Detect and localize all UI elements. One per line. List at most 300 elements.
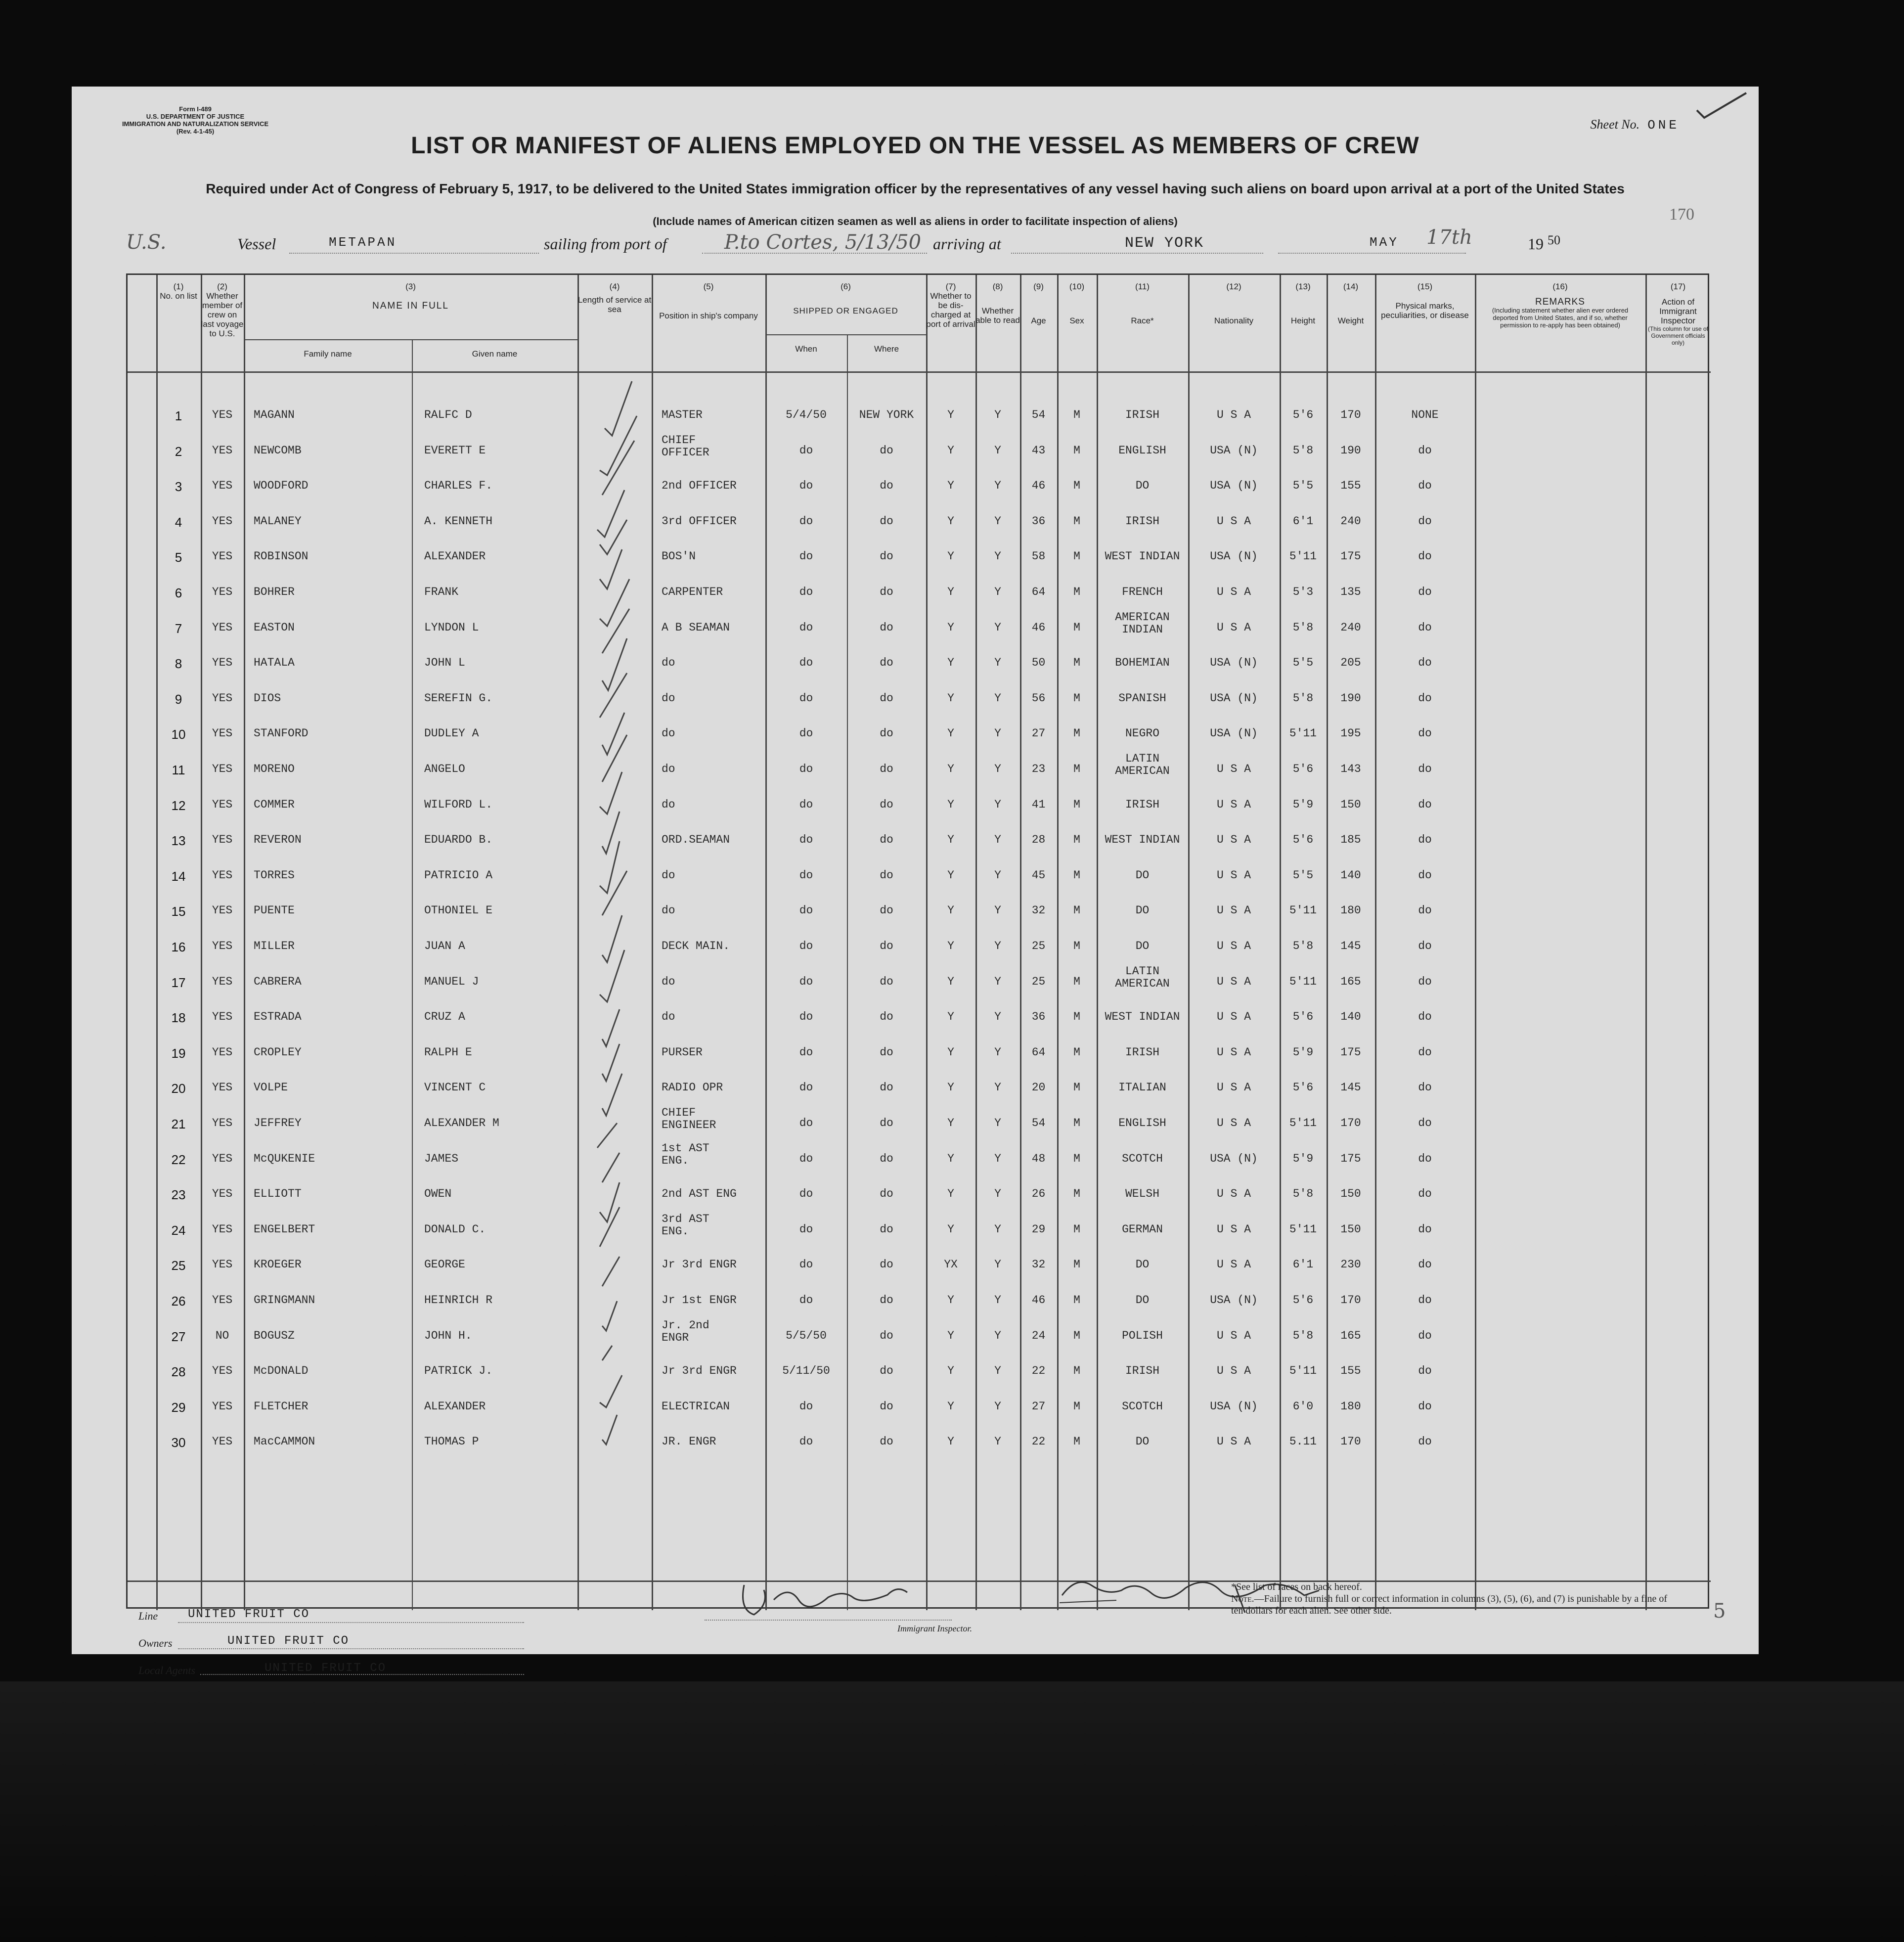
cell-where: do [880, 727, 893, 740]
cell-when: do [799, 691, 813, 705]
cell-given: ANGELO [424, 763, 465, 775]
cell-age: 64 [1031, 586, 1046, 598]
cell-ht: 5'6 [1292, 833, 1314, 847]
col-14-header: (14) Weight [1337, 282, 1364, 325]
cell-read: Y [994, 868, 1001, 882]
vessel-label: Vessel [237, 235, 276, 253]
cell-age: 56 [1031, 691, 1046, 705]
cell-marks: do [1418, 550, 1432, 563]
cell-disch: Y [947, 868, 954, 882]
cell-family: MacCAMMON [254, 1435, 315, 1448]
cell-ht: 5'11 [1289, 550, 1317, 563]
cell-age: 29 [1031, 1222, 1046, 1236]
cell-sex: M [1073, 1187, 1080, 1201]
cell-wt: 170 [1340, 408, 1361, 421]
cell-marks: do [1418, 1117, 1432, 1129]
cell-given: CHARLES F. [424, 479, 493, 493]
cell-family: NEWCOMB [254, 444, 302, 457]
cell-given: SEREFIN G. [424, 691, 493, 705]
cell-family: MORENO [254, 763, 295, 775]
page-subtitle: Required under Act of Congress of February 5, 1917, to be delivered to the United States immigration officer by the representatives of any vessel having such aliens on board upon arrival at a port of the United States [206, 181, 1625, 196]
cell-pos: CHIEF OFFICER [662, 433, 709, 459]
cell-where: do [880, 1329, 893, 1342]
cell-where: do [880, 514, 893, 528]
cell-sex: M [1073, 1045, 1080, 1059]
cell-given: THOMAS P [424, 1435, 479, 1448]
cell-no: 26 [171, 1294, 186, 1309]
line-value: UNITED FRUIT CO [188, 1608, 310, 1621]
cell-read: Y [994, 833, 1001, 847]
cell-pos: JR. ENGR [662, 1435, 716, 1448]
col-9-header: (9) Age [1031, 282, 1046, 325]
cell-where: do [880, 444, 893, 457]
cell-when: do [799, 656, 813, 670]
cell-prev: YES [212, 656, 233, 670]
cell-age: 32 [1031, 1258, 1046, 1271]
cell-wt: 175 [1340, 550, 1361, 563]
cell-family: HATALA [254, 656, 295, 670]
cell-read: Y [994, 1187, 1001, 1201]
cell-marks: do [1418, 727, 1432, 740]
cell-prev: YES [212, 1294, 233, 1307]
cell-where: do [880, 868, 893, 882]
cell-prev: YES [212, 1187, 233, 1201]
cell-no: 8 [175, 656, 182, 672]
cell-pos: do [662, 798, 675, 811]
cell-marks: NONE [1411, 408, 1439, 421]
cell-read: Y [994, 1117, 1001, 1129]
cell-read: Y [994, 940, 1001, 952]
cell-race: BOHEMIAN [1115, 656, 1170, 670]
cell-given: EVERETT E [424, 444, 486, 457]
cell-prev: YES [212, 1045, 233, 1059]
cell-where: do [880, 656, 893, 670]
cell-wt: 175 [1340, 1045, 1361, 1059]
cell-no: 18 [171, 1010, 186, 1026]
cell-marks: do [1418, 1010, 1432, 1024]
cell-where: do [880, 1400, 893, 1413]
cell-read: Y [994, 514, 1001, 528]
cell-read: Y [994, 1045, 1001, 1059]
agents-label: Local Agents [138, 1664, 196, 1676]
cell-family: STANFORD [254, 727, 309, 740]
cell-wt: 155 [1340, 1364, 1361, 1378]
cell-no: 30 [171, 1435, 186, 1450]
cell-read: Y [994, 550, 1001, 563]
cell-no: 23 [171, 1187, 186, 1203]
cell-where: do [880, 798, 893, 811]
cell-when: do [799, 1187, 813, 1201]
cell-family: MALANEY [254, 514, 302, 528]
cell-when: do [799, 621, 813, 634]
cell-marks: do [1418, 1187, 1432, 1201]
cell-wt: 170 [1340, 1435, 1361, 1448]
cell-wt: 150 [1340, 798, 1361, 811]
cell-no: 16 [171, 940, 186, 954]
cell-nat: U S A [1216, 1435, 1251, 1448]
cell-ht: 5'8 [1292, 940, 1314, 952]
cell-sex: M [1073, 1329, 1080, 1342]
cell-marks: do [1418, 763, 1432, 775]
cell-disch: Y [947, 1364, 954, 1378]
cell-disch: Y [947, 1117, 954, 1129]
cell-no: 28 [171, 1364, 186, 1380]
cell-age: 22 [1031, 1435, 1046, 1448]
cell-no: 9 [175, 691, 182, 707]
cell-wt: 145 [1340, 1081, 1361, 1094]
cell-age: 46 [1031, 621, 1046, 634]
cell-marks: do [1418, 1045, 1432, 1059]
cell-wt: 140 [1340, 1010, 1361, 1024]
cell-sex: M [1073, 975, 1080, 988]
arriving-label: arriving at [933, 235, 1001, 253]
cell-ht: 5'8 [1292, 1329, 1314, 1342]
cell-disch: Y [947, 904, 954, 917]
cell-pos: do [662, 656, 675, 670]
cell-prev: YES [212, 1152, 233, 1165]
cell-prev: YES [212, 1117, 233, 1129]
cell-given: OWEN [424, 1187, 452, 1201]
cell-race: POLISH [1122, 1329, 1163, 1342]
cell-marks: do [1418, 1152, 1432, 1165]
cell-where: do [880, 621, 893, 634]
cell-wt: 180 [1340, 904, 1361, 917]
length-of-service-check-marks [577, 371, 652, 1578]
cell-when: do [799, 1294, 813, 1307]
cell-given: A. KENNETH [424, 514, 493, 528]
cell-disch: Y [947, 1010, 954, 1024]
form-number: Form I-489 [179, 105, 212, 113]
owners-label: Owners [138, 1637, 173, 1649]
cell-marks: do [1418, 1364, 1432, 1378]
cell-sex: M [1073, 1400, 1080, 1413]
cell-prev: YES [212, 1010, 233, 1024]
col-6-where-header: Where [874, 344, 899, 354]
cell-where: do [880, 1364, 893, 1378]
cell-prev: YES [212, 1400, 233, 1413]
cell-ht: 5.11 [1289, 1435, 1317, 1448]
cell-nat: U S A [1216, 1364, 1251, 1378]
cell-ht: 5'11 [1289, 1222, 1317, 1236]
cell-marks: do [1418, 514, 1432, 528]
cell-family: ENGELBERT [254, 1222, 315, 1236]
cell-disch: Y [947, 691, 954, 705]
cell-given: PATRICK J. [424, 1364, 493, 1378]
cell-marks: do [1418, 1081, 1432, 1094]
cell-wt: 205 [1340, 656, 1361, 670]
cell-family: VOLPE [254, 1081, 288, 1094]
col-6-header: (6) SHIPPED OR ENGAGED [793, 282, 898, 316]
cell-when: do [799, 1081, 813, 1094]
cell-nat: U S A [1216, 798, 1251, 811]
cell-where: do [880, 1258, 893, 1271]
cell-read: Y [994, 479, 1001, 493]
cell-age: 46 [1031, 1294, 1046, 1307]
cell-disch: Y [947, 621, 954, 634]
cell-where: do [880, 1117, 893, 1129]
sheet-number-label: Sheet No. [1590, 117, 1640, 132]
cell-nat: U S A [1216, 1081, 1251, 1094]
cell-prev: YES [212, 868, 233, 882]
cell-given: CRUZ A [424, 1010, 465, 1024]
cell-sex: M [1073, 1117, 1080, 1129]
cell-read: Y [994, 691, 1001, 705]
inspector-signature [724, 1570, 972, 1625]
cell-prev: YES [212, 444, 233, 457]
cell-no: 11 [172, 763, 185, 777]
arriving-port: NEW YORK [1125, 235, 1204, 252]
cell-prev: YES [212, 408, 233, 421]
cell-given: PATRICIO A [424, 868, 493, 882]
cell-when: do [799, 798, 813, 811]
cell-where: do [880, 1152, 893, 1165]
cell-family: COMMER [254, 798, 295, 811]
cell-pos: 3rd AST ENG. [662, 1212, 709, 1238]
cell-no: 7 [175, 621, 182, 636]
cell-race: DO [1135, 1258, 1150, 1271]
cell-read: Y [994, 1152, 1001, 1165]
department: U.S. DEPARTMENT OF JUSTICE [146, 113, 245, 120]
cell-pos: CARPENTER [662, 586, 723, 598]
cell-pos: 3rd OFFICER [662, 514, 737, 528]
cell-marks: do [1418, 586, 1432, 598]
cell-family: EASTON [254, 621, 295, 634]
cell-ht: 5'5 [1292, 868, 1314, 882]
cell-marks: do [1418, 1400, 1432, 1413]
cell-when: do [799, 1045, 813, 1059]
cell-pos: do [662, 727, 675, 740]
cell-nat: USA (N) [1210, 444, 1258, 457]
cell-prev: YES [212, 940, 233, 952]
cell-when: 5/4/50 [786, 408, 827, 421]
cell-ht: 5'8 [1292, 444, 1314, 457]
vessel-prefix-handwritten: U.S. [126, 231, 167, 254]
cell-sex: M [1073, 833, 1080, 847]
cell-ht: 5'6 [1292, 763, 1314, 775]
cell-when: do [799, 479, 813, 493]
cell-family: FLETCHER [254, 1400, 309, 1413]
cell-no: 17 [171, 975, 186, 990]
cell-age: 46 [1031, 479, 1046, 493]
cell-where: do [880, 586, 893, 598]
cell-when: do [799, 1152, 813, 1165]
sailing-port-handwritten: P.to Cortes, 5/13/50 [724, 231, 922, 254]
owners-value: UNITED FRUIT CO [227, 1634, 350, 1648]
cell-when: 5/5/50 [786, 1329, 827, 1342]
cell-when: do [799, 550, 813, 563]
cell-pos: Jr 1st ENGR [662, 1294, 737, 1307]
cell-age: 20 [1031, 1081, 1046, 1094]
cell-no: 24 [171, 1222, 186, 1238]
cell-wt: 195 [1340, 727, 1361, 740]
cell-prev: YES [212, 1081, 233, 1094]
cell-when: do [799, 833, 813, 847]
cell-family: McQUKENIE [254, 1152, 315, 1165]
cell-age: 41 [1031, 798, 1046, 811]
cell-ht: 5'8 [1292, 691, 1314, 705]
cell-no: 25 [171, 1258, 186, 1273]
cell-when: do [799, 1117, 813, 1129]
cell-pos: do [662, 975, 675, 988]
cell-where: do [880, 1435, 893, 1448]
cell-disch: YX [944, 1258, 958, 1271]
cell-race: DO [1135, 1294, 1150, 1307]
service: IMMIGRATION AND NATURALIZATION SERVICE [122, 120, 269, 128]
cell-prev: YES [212, 621, 233, 634]
cell-nat: U S A [1216, 514, 1251, 528]
cell-marks: do [1418, 1258, 1432, 1271]
cell-age: 36 [1031, 1010, 1046, 1024]
col-12-header: (12) Nationality [1214, 282, 1254, 325]
cell-family: BOHRER [254, 586, 295, 598]
cell-pos: RADIO OPR [662, 1081, 723, 1094]
cell-ht: 5'11 [1289, 1117, 1317, 1129]
cell-disch: Y [947, 798, 954, 811]
cell-family: MAGANN [254, 408, 295, 421]
cell-when: do [799, 1010, 813, 1024]
cell-nat: U S A [1216, 586, 1251, 598]
cell-pos: DECK MAIN. [662, 940, 730, 952]
cell-where: do [880, 1010, 893, 1024]
cell-pos: ORD.SEAMAN [662, 833, 730, 847]
cell-family: CABRERA [254, 975, 302, 988]
cell-race: GERMAN [1122, 1222, 1163, 1236]
cell-age: 50 [1031, 656, 1046, 670]
cell-wt: 150 [1340, 1222, 1361, 1236]
cell-ht: 5'6 [1292, 1010, 1314, 1024]
cell-race: DO [1135, 904, 1150, 917]
cell-given: GEORGE [424, 1258, 465, 1271]
cell-when: 5/11/50 [782, 1364, 830, 1378]
cell-wt: 145 [1340, 940, 1361, 952]
cell-race: SCOTCH [1122, 1152, 1163, 1165]
cell-when: do [799, 904, 813, 917]
cell-race: FRENCH [1122, 586, 1163, 598]
cell-when: do [799, 868, 813, 882]
cell-family: DIOS [254, 691, 281, 705]
cell-prev: YES [212, 798, 233, 811]
cell-sex: M [1073, 1435, 1080, 1448]
cell-disch: Y [947, 1294, 954, 1307]
cell-wt: 240 [1340, 514, 1361, 528]
cell-nat: USA (N) [1210, 1152, 1258, 1165]
col-3-family-header: Family name [304, 349, 352, 359]
agents-value: UNITED FRUIT CO [265, 1662, 387, 1675]
col-7-header: (7) Whether to be dis-charged at port of arrival [926, 282, 975, 329]
cell-sex: M [1073, 763, 1080, 775]
cell-age: 48 [1031, 1152, 1046, 1165]
cell-where: do [880, 833, 893, 847]
cell-where: do [880, 975, 893, 988]
cell-ht: 5'11 [1289, 727, 1317, 740]
cell-marks: do [1418, 975, 1432, 988]
cell-pos: ELECTRICAN [662, 1400, 730, 1413]
cell-age: 25 [1031, 975, 1046, 988]
cell-no: 3 [175, 479, 182, 495]
cell-when: do [799, 444, 813, 457]
cell-pos: Jr 3rd ENGR [662, 1258, 737, 1271]
col-15-header: (15) Physical marks, peculiarities, or disease [1381, 282, 1469, 320]
crew-table [126, 273, 1709, 1609]
cell-when: do [799, 763, 813, 775]
cell-pos: MASTER [662, 408, 703, 421]
cell-disch: Y [947, 833, 954, 847]
cell-where: do [880, 550, 893, 563]
cell-read: Y [994, 1435, 1001, 1448]
cell-sex: M [1073, 656, 1080, 670]
col-8-header: (8) Whether able to read [975, 282, 1020, 325]
cell-nat: USA (N) [1210, 727, 1258, 740]
cell-sex: M [1073, 1222, 1080, 1236]
cell-ht: 5'5 [1292, 479, 1314, 493]
cell-nat: U S A [1216, 975, 1251, 988]
cell-wt: 155 [1340, 479, 1361, 493]
cell-given: OTHONIEL E [424, 904, 493, 917]
cell-family: KROEGER [254, 1258, 302, 1271]
cell-disch: Y [947, 408, 954, 421]
cell-when: do [799, 1222, 813, 1236]
cell-pos: do [662, 868, 675, 882]
footer-note [1231, 1581, 1676, 1617]
cell-wt: 230 [1340, 1258, 1361, 1271]
cell-given: ALEXANDER [424, 550, 486, 563]
cell-disch: Y [947, 1187, 954, 1201]
line-label: Line [138, 1610, 158, 1622]
cell-where: do [880, 1294, 893, 1307]
col-1-header: (1) No. on list [160, 282, 197, 301]
cell-nat: U S A [1216, 833, 1251, 847]
cell-age: 22 [1031, 1364, 1046, 1378]
cell-given: ALEXANDER [424, 1400, 486, 1413]
cell-given: EDUARDO B. [424, 833, 493, 847]
cell-ht: 5'9 [1292, 798, 1314, 811]
cell-disch: Y [947, 763, 954, 775]
cell-no: 21 [171, 1117, 186, 1131]
cell-disch: Y [947, 514, 954, 528]
cell-race: SCOTCH [1122, 1400, 1163, 1413]
cell-marks: do [1418, 479, 1432, 493]
cell-sex: M [1073, 514, 1080, 528]
cell-marks: do [1418, 868, 1432, 882]
races-note: *See list of races on back hereof. [1231, 1581, 1362, 1592]
cell-sex: M [1073, 691, 1080, 705]
cell-pos: PURSER [662, 1045, 703, 1059]
cell-disch: Y [947, 940, 954, 952]
cell-sex: M [1073, 408, 1080, 421]
cell-given: VINCENT C [424, 1081, 486, 1094]
inspector-label: Immigrant Inspector. [897, 1624, 972, 1633]
cell-family: ESTRADA [254, 1010, 302, 1024]
cell-ht: 5'11 [1289, 1364, 1317, 1378]
cell-read: Y [994, 1329, 1001, 1342]
cell-sex: M [1073, 550, 1080, 563]
cell-race: IRISH [1125, 514, 1159, 528]
cell-race: IRISH [1125, 1364, 1159, 1378]
cell-pos: Jr. 2nd ENGR [662, 1318, 709, 1344]
cell-marks: do [1418, 1222, 1432, 1236]
cell-wt: 135 [1340, 586, 1361, 598]
cell-prev: YES [212, 514, 233, 528]
cell-no: 22 [171, 1152, 186, 1167]
cell-wt: 170 [1340, 1294, 1361, 1307]
col-17-header: (17) Action of Immigrant Inspector (This column for use of Government officials only) [1647, 282, 1709, 346]
cell-race: WEST INDIAN [1105, 550, 1180, 563]
cell-pos: BOS'N [662, 550, 696, 563]
cell-wt: 175 [1340, 1152, 1361, 1165]
cell-prev: YES [212, 586, 233, 598]
cell-read: Y [994, 1294, 1001, 1307]
cell-when: do [799, 975, 813, 988]
